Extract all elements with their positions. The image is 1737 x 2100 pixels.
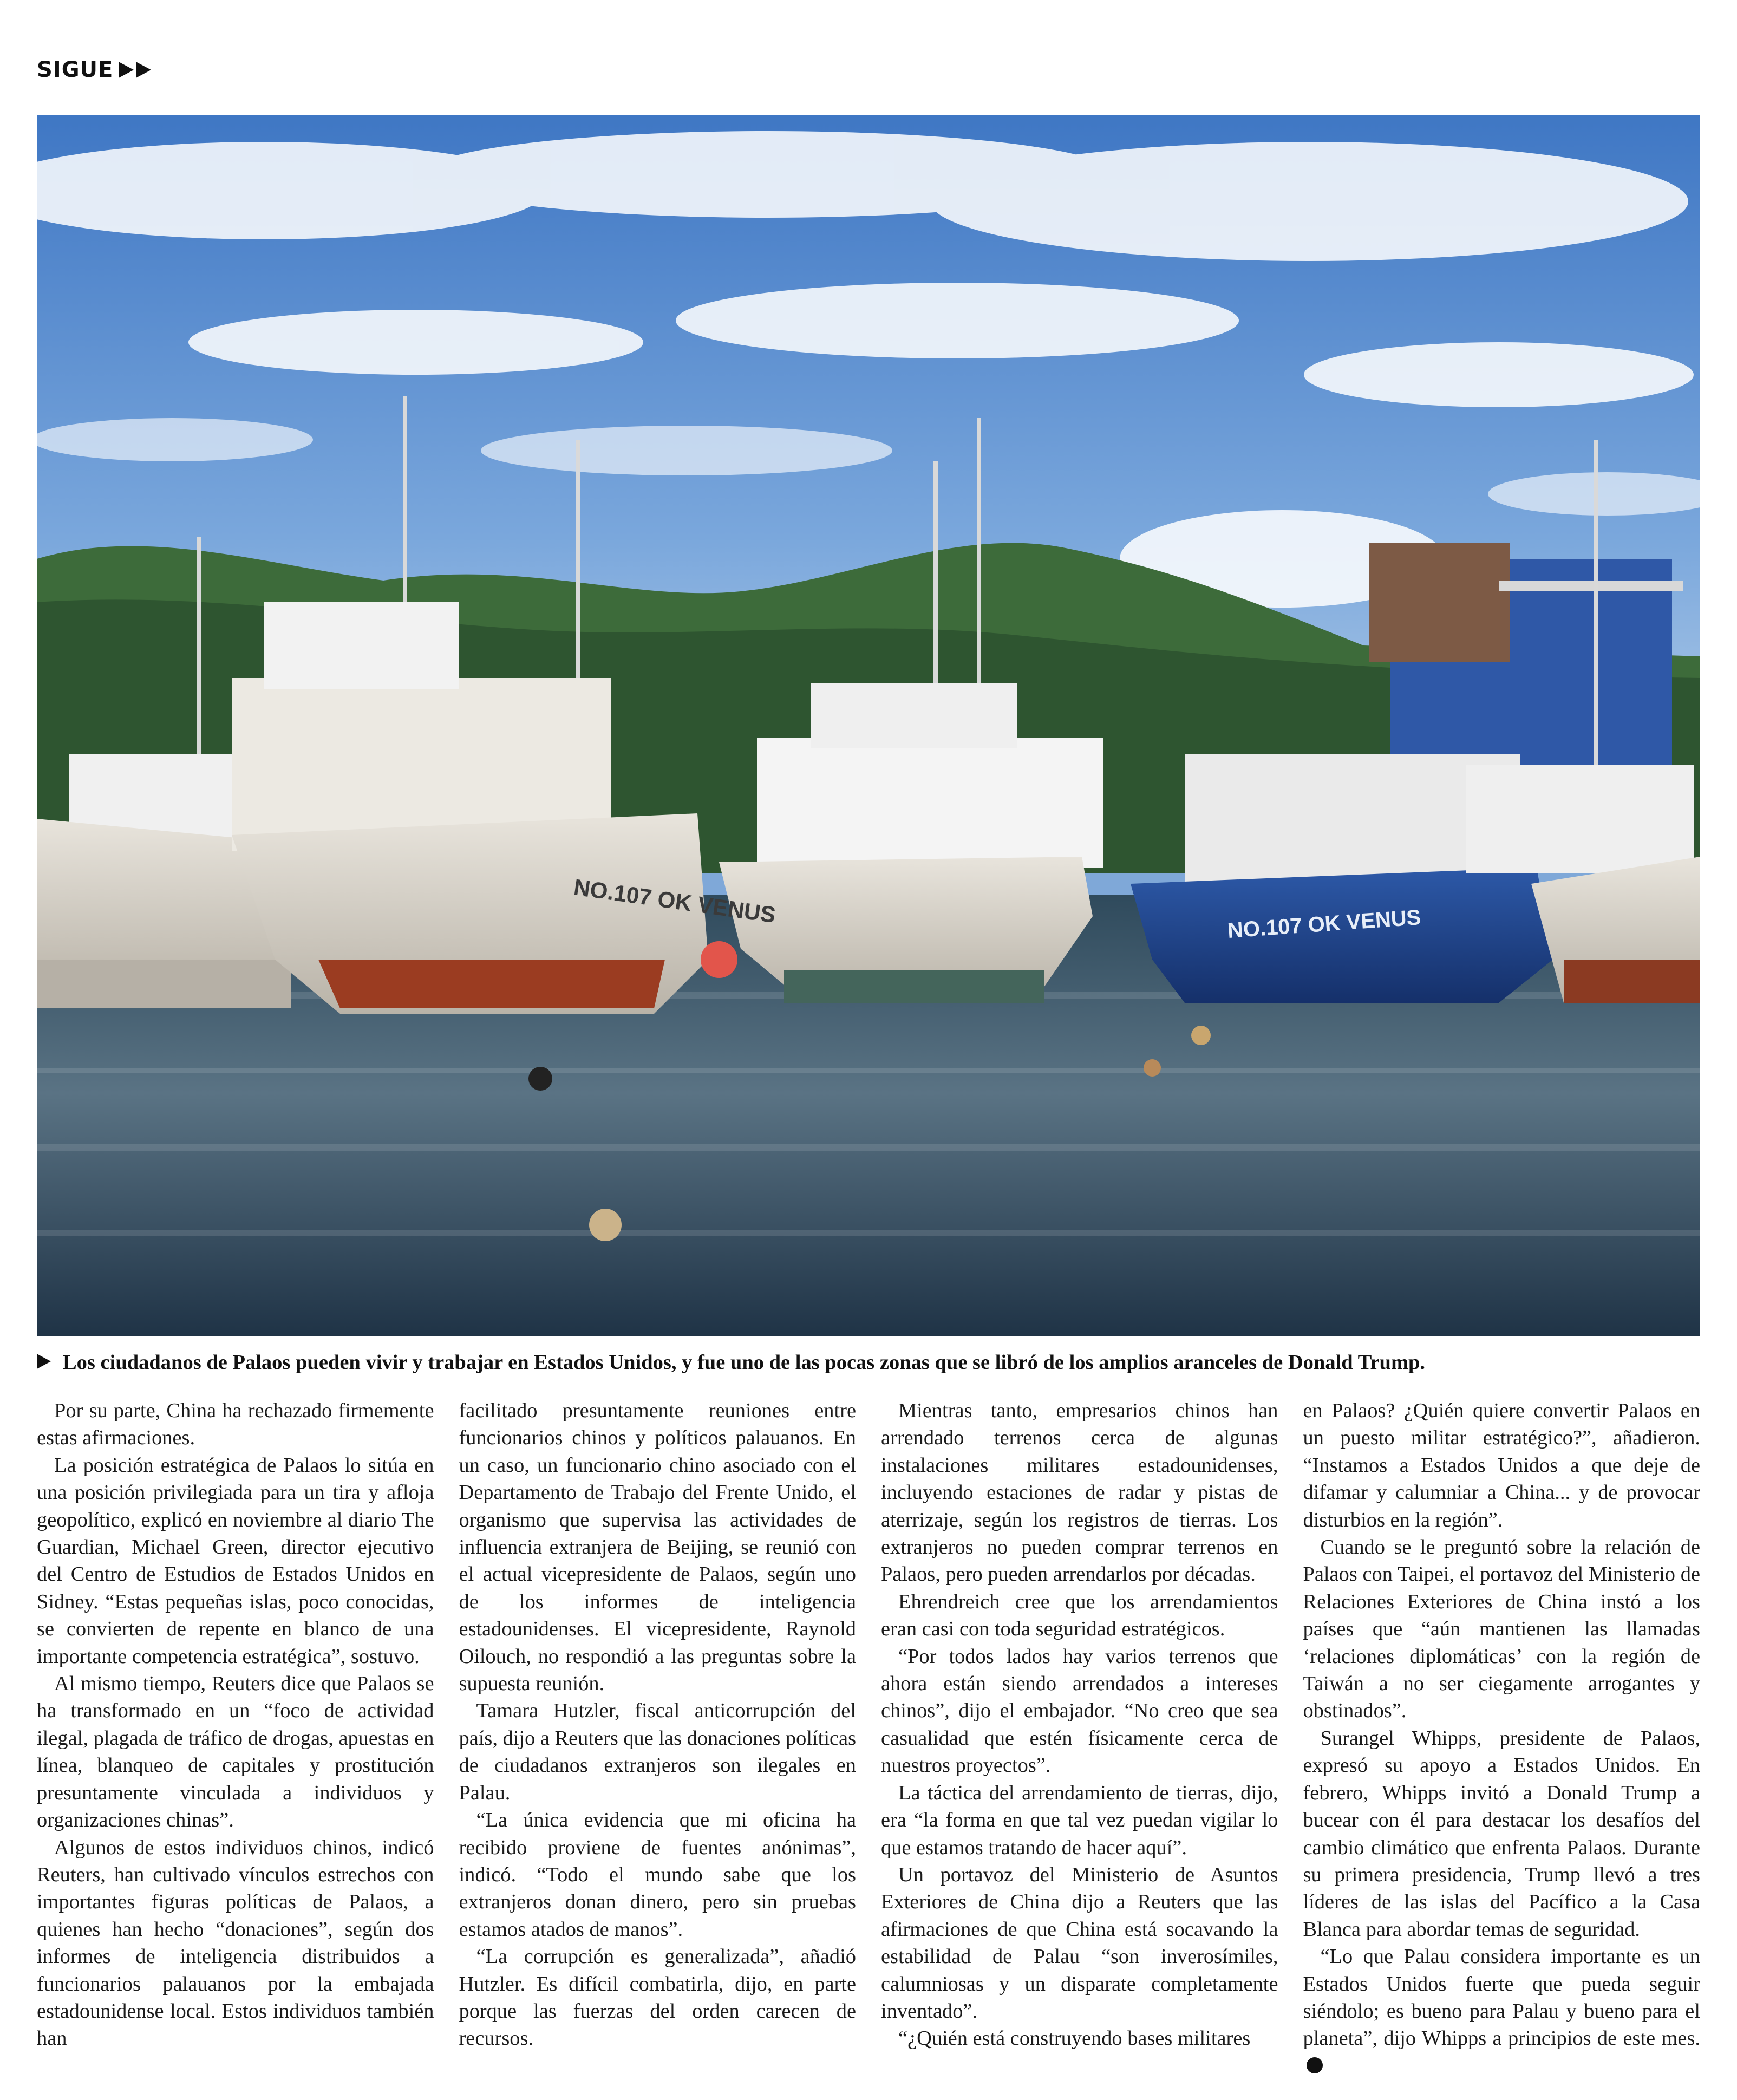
final-paragraph-text: “Lo que Palau considera importante es un Estados Unidos fuerte que pueda seguir siéndolo; es bueno para Palau y bueno para el planeta”, dijo Whipps a principios de este mes.: [1303, 1945, 1700, 2050]
paragraph: Mientras tanto, empresarios chinos han arrendado terrenos cerca de algunas instalaciones militares estadounidenses, incluyendo estaciones de radar y pistas de aterrizaje, según los registros de tierras. Los extranjeros no pueden comprar terrenos en Palaos, pero pueden arrendarlos por décadas.: [881, 1399, 1278, 1586]
hull-marking-text: NO.107 OK VENUS: [572, 874, 778, 928]
caption-arrow-icon: [37, 1347, 51, 1378]
paragraph: “La corrupción es generalizada”, añadió Hutzler. Es difícil combatirla, dijo, en parte porque las fuerzas del orden carecen de recursos.: [459, 1945, 856, 2050]
paragraph: en Palaos? ¿Quién quiere convertir Palaos en un puesto militar estratégico?”, añadieron. “Instamos a Estados Unidos a que deje de difamar y calumniar a China... y de provocar disturbios en la región”.: [1303, 1399, 1700, 1531]
article-column-1: [37, 1397, 434, 2090]
fishing-boats-harbor-photo: [37, 115, 1700, 1336]
paragraph: Un portavoz del Ministerio de Asuntos Exteriores de China dijo a Reuters que las afirmaciones de que China está socavando la estabilidad de Palau “son inverosímiles, calumniosas y un disparate completamente inventado”.: [881, 1863, 1278, 2023]
paragraph: Surangel Whipps, presidente de Palaos, expresó su apoyo a Estados Unidos. En febrero, Whipps invitó a Donald Trump a bucear con él para destacar los desafíos del cambio climático que enfrenta Palaos. Durante su primera presidencia, Trump llevó a tres líderes de las islas del Pacífico a la Casa Blanca para abordar temas de seguridad.: [1303, 1726, 1700, 1941]
paragraph: Algunos de estos individuos chinos, indicó Reuters, han cultivado vínculos estrechos con importantes figuras políticas de Palaos, a quienes han hecho “donaciones”, según dos informes de inteligencia distribuidos a funcionarios palauanos por la embajada estadounidense local. Estos individuos también han: [37, 1836, 434, 2050]
paragraph: “Por todos lados hay varios terrenos que ahora están siendo arrendados a intereses chinos”, dijo el embajador. “No creo que sea casualidad que estén físicamente cerca de nuestros proyectos”.: [881, 1645, 1278, 1777]
hull-marking-text-blue: NO.107 OK VENUS: [1226, 905, 1422, 943]
end-of-article-bullet-icon: [1307, 2057, 1323, 2073]
article-column-3: [881, 1397, 1278, 2090]
paragraph: “¿Quién está construyendo bases militares: [898, 2027, 1251, 2050]
paragraph: Tamara Hutzler, fiscal anticorrupción del país, dijo a Reuters que las donaciones políticas de ciudadanos extranjeros son ilegales en Palau.: [459, 1699, 856, 1804]
harbor-photo: [37, 115, 1700, 1336]
double-arrow-icon: [119, 62, 151, 78]
sigue-label: SIGUE: [37, 57, 114, 82]
paragraph-final: [1303, 1943, 1701, 2079]
paragraph: facilitado presuntamente reuniones entre funcionarios chinos y políticos palauanos. En un caso, un funcionario chino asociado con el Departamento de Trabajo del Frente Unido, el organismo que supervisa las actividades de influencia extranjera de Beijing, se reunió con el actual vicepresidente de Palaos, según uno de los informes de inteligencia estadounidenses. El vicepresidente, Raynold Oilouch, no respondió a las preguntas sobre la supuesta reunión.: [459, 1399, 856, 1695]
section-header: [37, 57, 151, 82]
photo-caption: [37, 1347, 1700, 1378]
paragraph: Por su parte, China ha rechazado firmemente estas afirmaciones.: [37, 1399, 434, 1450]
paragraph: Cuando se le preguntó sobre la relación de Palaos con Taipei, el portavoz del Ministerio de Relaciones Exteriores de China instó a los países que “aún mantienen las llamadas ‘relaciones diplomáticas’ con la región de Taiwán a no ser ciegamente arrogantes y obstinados”.: [1303, 1536, 1700, 1723]
paragraph: Al mismo tiempo, Reuters dice que Palaos se ha transformado en un “foco de actividad ilegal, plagada de tráfico de drogas, apuestas en línea, blanqueo de capitales y prostitución presuntamente vinculada a individuos y organizaciones chinas”.: [37, 1672, 434, 1832]
article-column-2: [459, 1397, 857, 2090]
article-column-4: [1303, 1397, 1701, 2090]
caption-text: Los ciudadanos de Palaos pueden vivir y trabajar en Estados Unidos, y fue uno de las pocas zonas que se libró de los amplios aranceles de Donald Trump.: [63, 1351, 1426, 1374]
paragraph: La táctica del arrendamiento de tierras, dijo, era “la forma en que tal vez puedan vigilar lo que estamos tratando de hacer aquí”.: [881, 1781, 1278, 1859]
article-body: [37, 1397, 1700, 2090]
paragraph: “La única evidencia que mi oficina ha recibido proviene de fuentes anónimas”, indicó. “Todo el mundo sabe que los extranjeros donan dinero, pero sin pruebas estamos atados de manos”.: [459, 1809, 856, 1941]
paragraph: Ehrendreich cree que los arrendamientos eran casi con toda seguridad estratégicos.: [881, 1590, 1278, 1641]
paragraph: La posición estratégica de Palaos lo sitúa en una posición privilegiada para un tira y afloja geopolítico, explicó en noviembre al diario The Guardian, Michael Green, director ejecutivo del Centro de Estudios de Estados Unidos en Sidney. “Estas pequeñas islas, poco conocidas, se convierten de repente en blanco de una importante competencia estratégica”, sostuvo.: [37, 1453, 434, 1668]
